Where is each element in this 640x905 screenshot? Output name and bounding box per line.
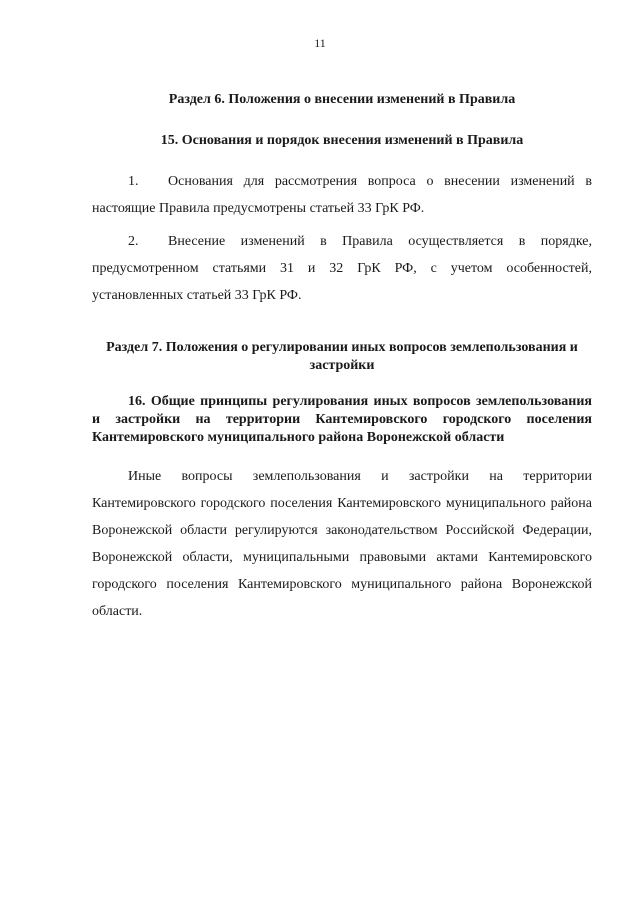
list-item	[92, 228, 592, 309]
item-number: 2.	[128, 234, 139, 249]
section-6-items	[92, 168, 592, 309]
subsection-15-title: 15. Основания и порядок внесения изменений в Правила	[160, 133, 524, 148]
item-number: 1.	[128, 174, 139, 189]
section-7-title: Раздел 7. Положения о регулировании иных вопросов землепользования и застройки	[106, 340, 578, 373]
subsection-16-title	[92, 393, 592, 447]
section-6-title: Раздел 6. Положения о внесении изменений в Правила	[168, 92, 516, 107]
item-text: Основания для рассмотрения вопроса о внесении изменений в настоящие Правила предусмотрены статьей 33 ГрК РФ.	[92, 174, 592, 216]
page-number: 11	[314, 36, 326, 50]
section-7-paragraph: Иные вопросы землепользования и застройки на территории Кантемировского городского поселения Кантемировского муниципального района Воронежской области регулируются законодательством Российской Федерации, Воронежской области, муниципальными правовыми актами Кантемировского городского поселения Кантемировского муниципального района Воронежской области.	[92, 469, 592, 619]
subsection-16-text: 16. Общие принципы регулирования иных вопросов землепользования и застройки на территории Кантемировского городского поселения Кантемировского муниципального района Воронежской области	[92, 394, 592, 445]
list-item	[92, 168, 592, 222]
item-text: Внесение изменений в Правила осуществляется в порядке, предусмотренном статьями 31 и 32 ГрК РФ, с учетом особенностей, установленных статьей 33 ГрК РФ.	[92, 234, 592, 303]
document-body	[92, 86, 592, 625]
